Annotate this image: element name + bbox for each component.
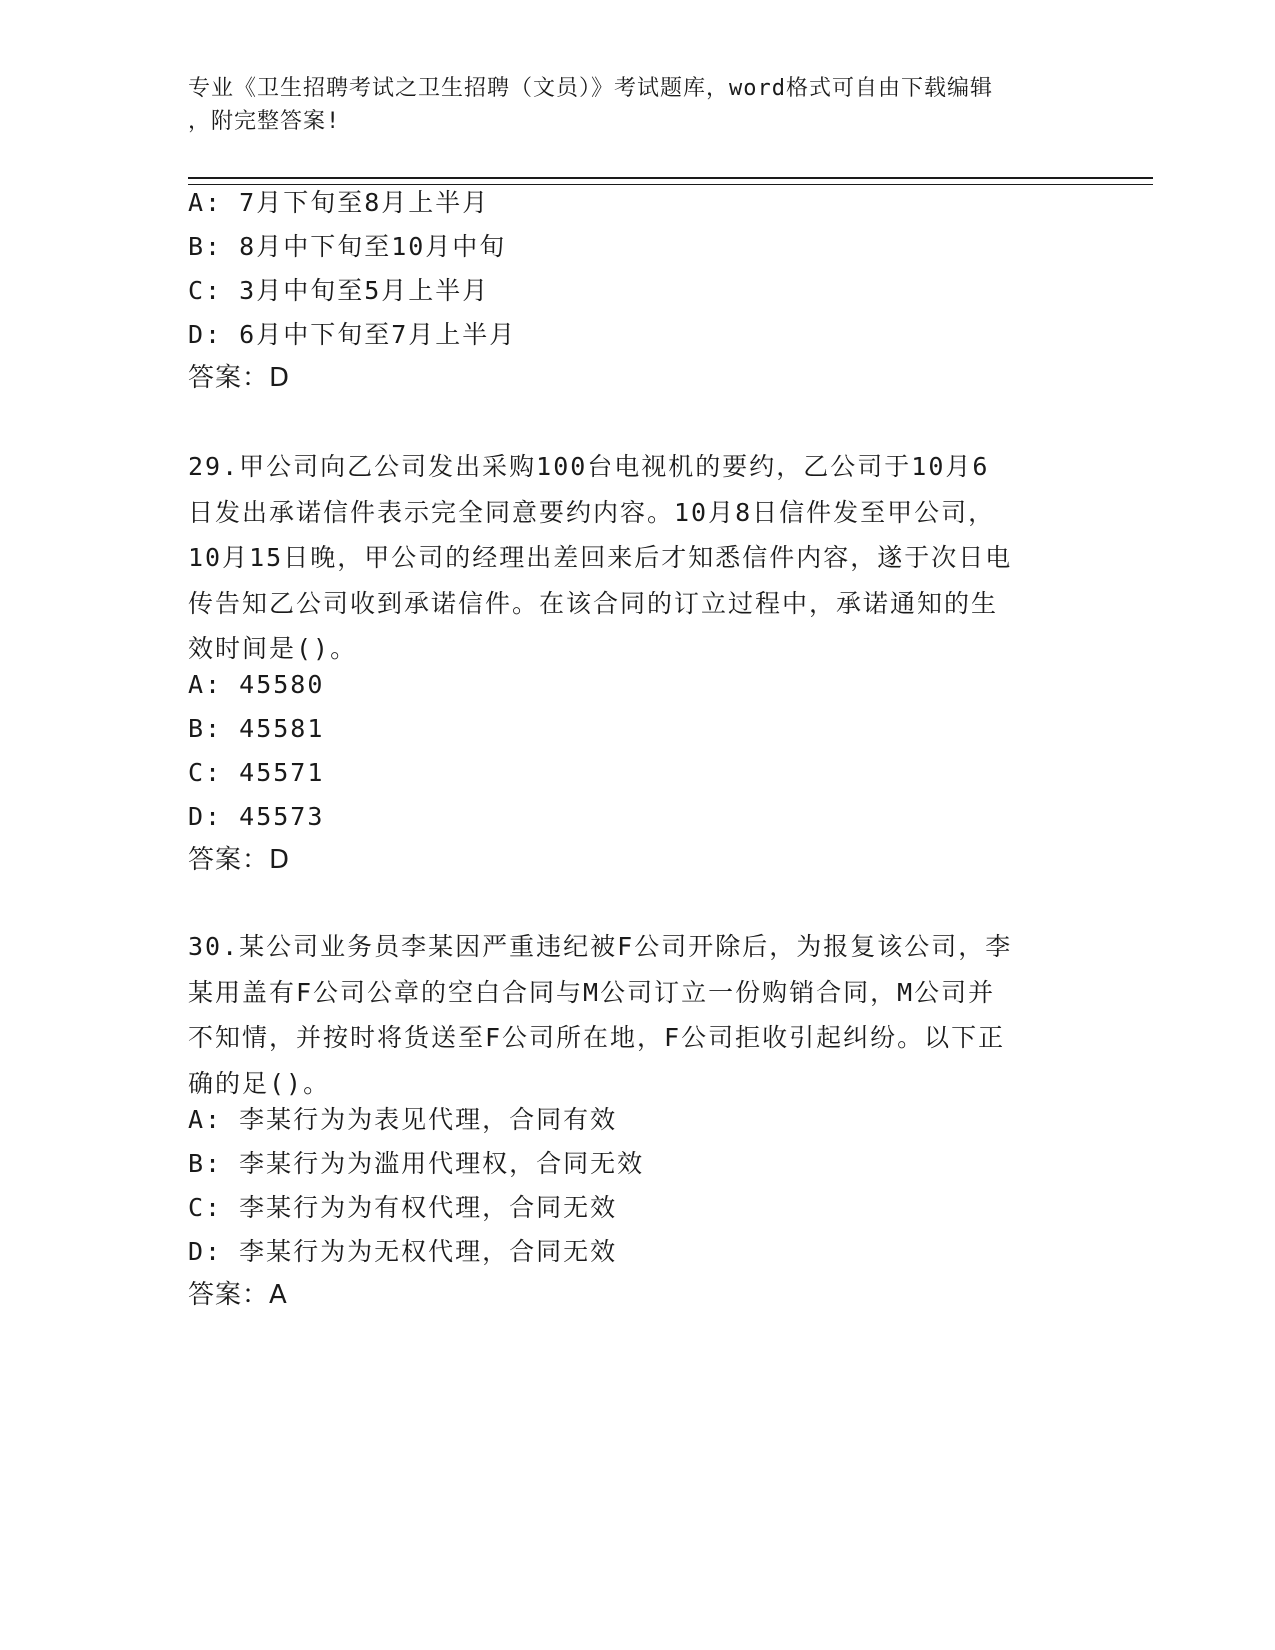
q28-option-b: B: 8月中下旬至10月中旬 xyxy=(188,232,507,261)
header-line-1: 专业《卫生招聘考试之卫生招聘（文员）》考试题库，word格式可自由下载编辑 xyxy=(188,76,993,101)
q29-stem-line: 29.甲公司向乙公司发出采购100台电视机的要约，乙公司于10月6 xyxy=(188,452,990,481)
q29-option-c: C: 45571 xyxy=(188,758,325,787)
q30-option-c: C: 李某行为为有权代理，合同无效 xyxy=(188,1193,618,1222)
q30-stem-line: 30.某公司业务员李某因严重违纪被F公司开除后，为报复该公司，李 xyxy=(188,932,1013,961)
q30-option-a: A: 李某行为为表见代理，合同有效 xyxy=(188,1105,618,1134)
q30-option-d: D: 李某行为为无权代理，合同无效 xyxy=(188,1237,618,1266)
q28-answer: 答案：D xyxy=(188,363,291,393)
q30-stem-line: 某用盖有F公司公章的空白合同与M公司订立一份购销合同，M公司并 xyxy=(188,977,996,1007)
q30-stem-line: 不知情，并按时将货送至F公司所在地，F公司拒收引起纠纷。以下正 xyxy=(188,1023,1006,1052)
q29-option-a: A: 45580 xyxy=(188,670,325,699)
q29-option-d: D: 45573 xyxy=(188,802,325,831)
q29-answer: 答案：D xyxy=(188,845,291,875)
q30-stem xyxy=(188,924,1088,1106)
header-line-2: ，附完整答案! xyxy=(188,109,341,134)
q29-stem-line: 10月15日晚，甲公司的经理出差回来后才知悉信件内容，遂于次日电 xyxy=(188,543,1013,572)
q30-answer: 答案：A xyxy=(188,1280,288,1310)
q30-option-b: B: 李某行为为滥用代理权，合同无效 xyxy=(188,1149,645,1178)
q29-stem xyxy=(188,444,1088,672)
document-header xyxy=(188,72,1068,138)
q28-option-d: D: 6月中下旬至7月上半月 xyxy=(188,320,517,349)
q29-stem-line: 效时间是()。 xyxy=(188,634,358,663)
q28-option-c: C: 3月中旬至5月上半月 xyxy=(188,276,490,305)
q29-option-b: B: 45581 xyxy=(188,714,325,743)
q30-stem-line: 确的足()。 xyxy=(188,1068,331,1098)
q29-stem-line: 日发出承诺信件表示完全同意要约内容。10月8日信件发至甲公司， xyxy=(188,497,996,527)
q29-stem-line: 传告知乙公司收到承诺信件。在该合同的订立过程中，承诺通知的生 xyxy=(188,588,999,618)
q28-option-a: A: 7月下旬至8月上半月 xyxy=(188,188,490,217)
